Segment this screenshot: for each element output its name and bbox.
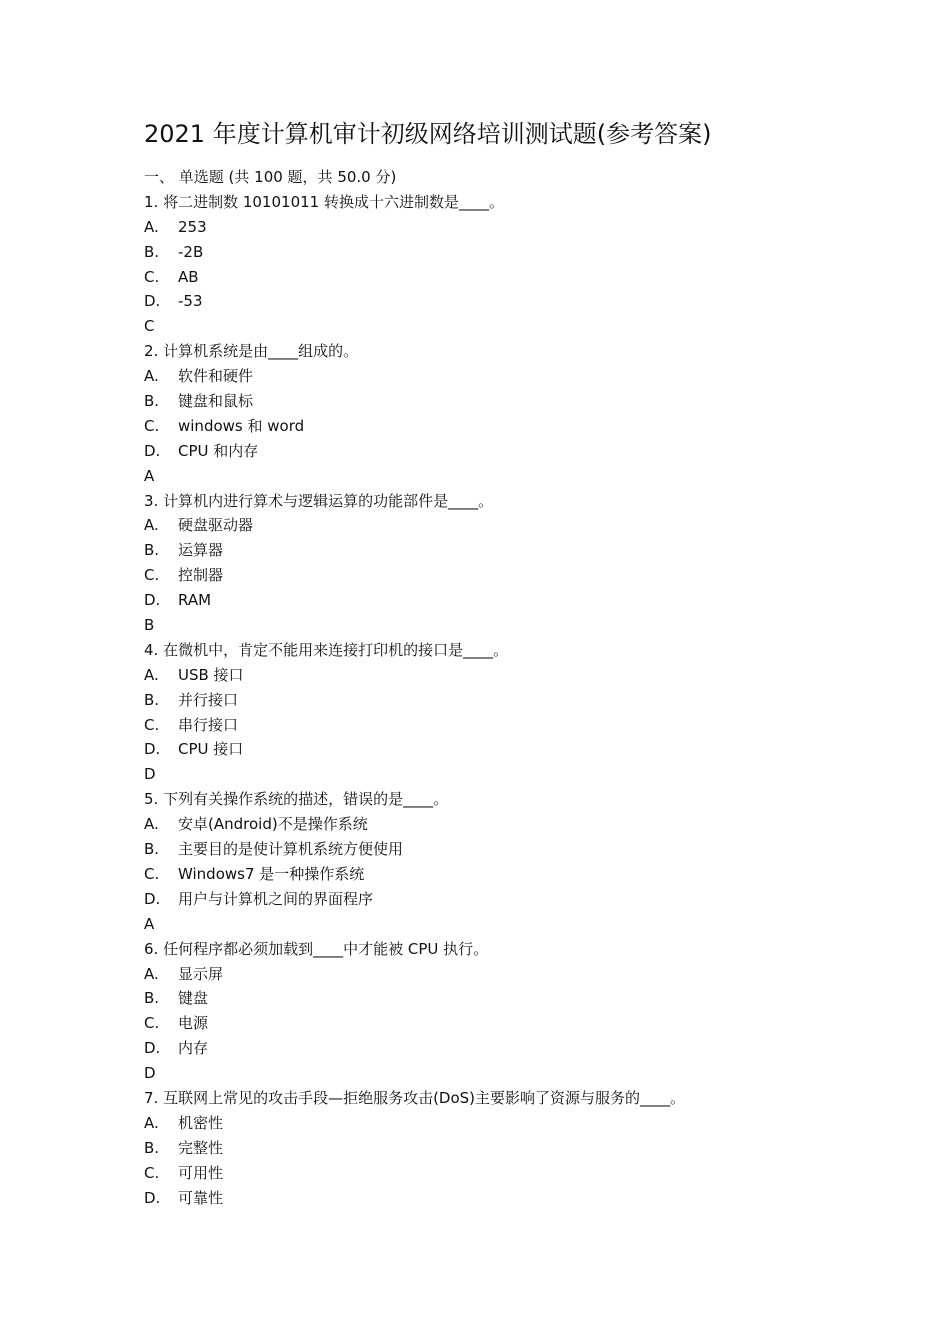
question-stem: 2. 计算机系统是由____组成的。 [144, 342, 359, 361]
option-text: 253 [178, 217, 207, 236]
option-letter: D. [144, 740, 161, 759]
option-letter: C. [144, 864, 160, 883]
option-text: 可靠性 [178, 1188, 224, 1207]
option-letter: B. [144, 989, 160, 1008]
option-letter: C. [144, 566, 160, 585]
answer-option [144, 588, 864, 613]
option-text: CPU 和内存 [178, 441, 259, 460]
option-text: 用户与计算机之间的界面程序 [178, 889, 374, 908]
option-letter: C. [144, 267, 160, 286]
answer-option [144, 1136, 864, 1161]
document-content [144, 165, 864, 1210]
answer-option [144, 289, 864, 314]
option-text: -53 [178, 292, 203, 311]
question-stem: 7. 互联网上常见的攻击手段—拒绝服务攻击(DoS)主要影响了资源与服务的____。 [144, 1088, 686, 1107]
option-text: 软件和硬件 [178, 367, 254, 386]
option-letter: A. [144, 516, 159, 535]
answer-key: A [144, 914, 155, 933]
answer-option [144, 812, 864, 837]
option-letter: C. [144, 1014, 160, 1033]
option-letter: C. [144, 416, 160, 435]
question-stem: 3. 计算机内进行算术与逻辑运算的功能部件是____。 [144, 491, 494, 510]
answer-option [144, 389, 864, 414]
option-letter: D. [144, 1188, 161, 1207]
option-text: 安卓(Android)不是操作系统 [178, 815, 368, 834]
option-letter: D. [144, 292, 161, 311]
answer-option [144, 713, 864, 738]
option-text: 键盘 [178, 989, 209, 1008]
option-text: RAM [178, 591, 212, 610]
option-letter: D. [144, 591, 161, 610]
option-text: 显示屏 [178, 964, 224, 983]
answer-option [144, 265, 864, 290]
question-stem: 4. 在微机中，肯定不能用来连接打印机的接口是____。 [144, 640, 509, 659]
option-text: Windows7 是一种操作系统 [178, 864, 365, 883]
option-text: 完整性 [178, 1138, 224, 1157]
document-title: 2021 年度计算机审计初级网络培训测试题(参考答案) [144, 120, 712, 148]
answer-option [144, 986, 864, 1011]
answer-key: C [144, 317, 155, 336]
option-text: 并行接口 [178, 690, 239, 709]
question-stem: 5. 下列有关操作系统的描述，错误的是____。 [144, 790, 449, 809]
option-text: AB [178, 267, 199, 286]
option-letter: B. [144, 1138, 160, 1157]
answer-option [144, 513, 864, 538]
option-text: USB 接口 [178, 665, 244, 684]
option-letter: B. [144, 392, 160, 411]
option-text: 键盘和鼠标 [178, 392, 254, 411]
option-letter: B. [144, 242, 160, 261]
option-text: 内存 [178, 1039, 209, 1058]
answer-option [144, 1186, 864, 1211]
answer-option [144, 1011, 864, 1036]
option-letter: D. [144, 889, 161, 908]
section-heading: 一、 单选题 (共 100 题，共 50.0 分) [144, 168, 397, 186]
option-letter: A. [144, 964, 159, 983]
option-text: -2B [178, 242, 204, 261]
option-letter: C. [144, 715, 160, 734]
answer-option [144, 563, 864, 588]
answer-option [144, 1036, 864, 1061]
option-text: 机密性 [178, 1113, 224, 1132]
answer-key: A [144, 466, 155, 485]
answer-option [144, 688, 864, 713]
question-stem: 1. 将二进制数 10101011 转换成十六进制数是____。 [144, 192, 504, 211]
answer-option [144, 962, 864, 987]
answer-key: D [144, 1064, 156, 1083]
answer-option [144, 837, 864, 862]
question-stem: 6. 任何程序都必须加载到____中才能被 CPU 执行。 [144, 939, 489, 958]
option-letter: A. [144, 1113, 159, 1132]
answer-option [144, 414, 864, 439]
answer-key: B [144, 616, 155, 635]
option-text: 串行接口 [178, 715, 239, 734]
option-letter: A. [144, 217, 159, 236]
answer-key: D [144, 765, 156, 784]
option-letter: D. [144, 441, 161, 460]
option-text: 硬盘驱动器 [178, 516, 254, 535]
option-text: 运算器 [178, 541, 224, 560]
answer-option [144, 1111, 864, 1136]
answer-option [144, 1161, 864, 1186]
option-text: 电源 [178, 1014, 209, 1033]
option-text: 可用性 [178, 1163, 224, 1182]
option-letter: D. [144, 1039, 161, 1058]
option-letter: A. [144, 367, 159, 386]
option-text: 主要目的是使计算机系统方便使用 [178, 840, 404, 859]
option-letter: A. [144, 665, 159, 684]
answer-option [144, 737, 864, 762]
option-text: windows 和 word [178, 416, 305, 435]
option-letter: A. [144, 815, 159, 834]
answer-option [144, 663, 864, 688]
option-letter: B. [144, 690, 160, 709]
answer-option [144, 439, 864, 464]
option-text: 控制器 [178, 566, 224, 585]
answer-option [144, 215, 864, 240]
answer-option [144, 862, 864, 887]
answer-option [144, 240, 864, 265]
option-text: CPU 接口 [178, 740, 244, 759]
answer-option [144, 538, 864, 563]
option-letter: C. [144, 1163, 160, 1182]
answer-option [144, 364, 864, 389]
answer-option [144, 887, 864, 912]
option-letter: B. [144, 541, 160, 560]
option-letter: B. [144, 840, 160, 859]
